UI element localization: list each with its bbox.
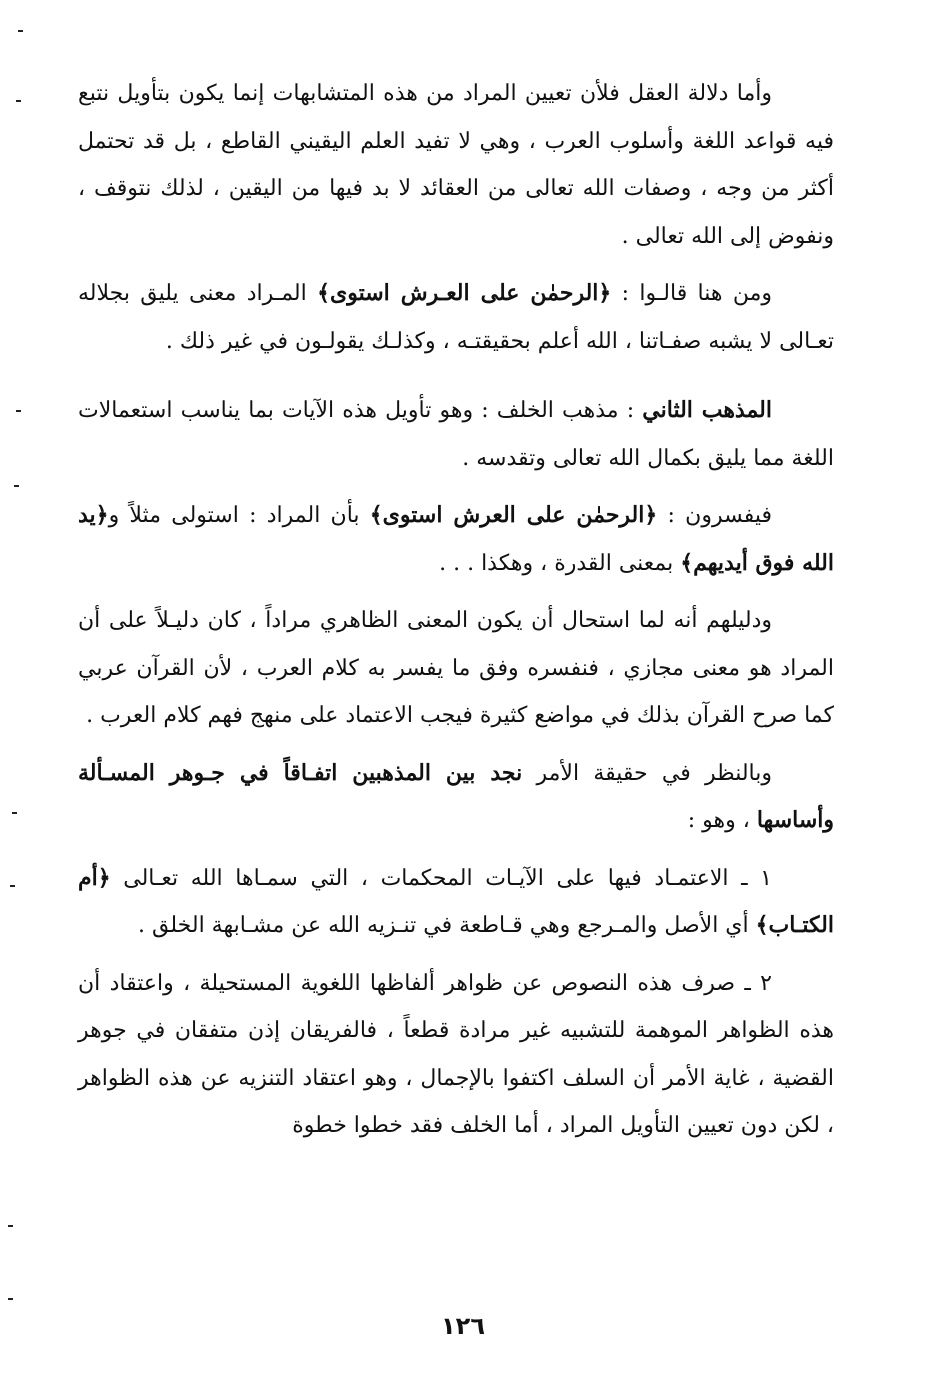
paragraph-text: بمعنى القدرة ، وهكذا . . . xyxy=(439,550,681,576)
paragraph-text: بأن المراد : استولى مثلاً و xyxy=(108,503,370,528)
list-item-1 xyxy=(78,855,834,950)
paragraph-khalaf-evidence xyxy=(78,597,834,740)
paragraph-khalaf-interpretation xyxy=(78,492,834,587)
paragraph-text: وأما دلالة العقل فلأن تعيين المراد من هذه المتشابهات إنما يكون بتأويل نتبع فيه قواعد اللغة وأسلوب العرب ، وهي لا تفيد العلم اليقيني القاطع ، بل قد تحتمل أكثر من وجه ، وصفات الله تعالى من العقائد لا بد فيها من اليقين ، لذلك نتوقف ، ونفوض إلى الله تعالى . xyxy=(78,81,834,249)
page-body xyxy=(78,70,834,1150)
scan-mark xyxy=(10,885,15,887)
paragraph-text: : مذهب الخلف : وهو تأويل هذه الآيات بما يناسب استعمالات اللغة مما يليق بكمال الله تعالى وتقدسه . xyxy=(78,398,834,471)
list-item-2 xyxy=(78,960,834,1150)
paragraph-text: فيفسرون : xyxy=(657,503,772,528)
paragraph-text: أي الأصل والمـرجع وهي قـاطعة في تنـزيه الله عن مشـابهة الخلق . xyxy=(138,913,756,938)
scan-mark xyxy=(16,100,21,102)
quran-quote: ﴿أم الكتـاب﴾ xyxy=(78,864,834,938)
paragraph-second-school xyxy=(78,387,834,482)
scan-mark xyxy=(14,485,19,487)
paragraph-salaf-example xyxy=(78,270,834,365)
quran-quote: ﴿الرحمٰن على العرش استوى﴾ xyxy=(369,502,658,528)
paragraph-text: ١ ـ الاعتمـاد فيها على الآيـات المحكمات ، التي سمـاها الله تعـالى xyxy=(110,865,772,891)
scan-mark xyxy=(8,1298,13,1300)
scan-mark xyxy=(8,1225,13,1227)
scan-mark xyxy=(12,812,17,814)
scan-mark xyxy=(18,30,23,32)
emphasized-text: نجد بين المذهبين اتفـاقاً في جـوهر المسـألة وأساسها xyxy=(78,759,834,833)
paragraph-text: المـراد معنى يليق بجلاله تعـالى لا يشبه صفـاتنا ، الله أعلم بحقيقتـه ، وكذلـك يقولـون في غير ذلك . xyxy=(78,281,834,354)
scan-mark xyxy=(16,410,21,412)
paragraph-text: ٢ ـ صرف هذه النصوص عن ظواهر ألفاظها اللغوية المستحيلة ، واعتقاد أن هذه الظواهر الموهمة للتشبيه غير مرادة قطعاً ، فالفريقان إذن متفقان في جوهر القضية ، غاية الأمر أن السلف اكتفوا بالإجمال ، وهو اعتقاد التنزيه عن هذه الظواهر ، لكن دون تعيين التأويل المراد ، أما الخلف فقد خطوا خطوة xyxy=(78,970,834,1138)
paragraph-text: ومن هنا قالـوا : xyxy=(611,281,772,306)
page-number: ١٢٦ xyxy=(441,1312,485,1340)
quran-quote: ﴿الرحمٰن على العـرش استوى﴾ xyxy=(317,280,612,306)
paragraph-text: وبالنظر في حقيقة الأمر xyxy=(522,760,772,786)
paragraph-text: ودليلهم أنه لما استحال أن يكون المعنى الظاهري مراداً ، كان دليـلاً على أن المراد هو معنى مجازي ، فنفسره وفق ما يفسر به كلام العرب ، لأن القرآن عربي كما صرح القرآن بذلك في مواضع كثيرة فيجب الاعتماد على منهج فهم كلام العرب . xyxy=(78,608,834,728)
paragraph-text: ، وهو : xyxy=(687,808,757,833)
paragraph-agreement xyxy=(78,750,834,845)
quran-quote: ﴿يد الله فوق أيديهم﴾ xyxy=(78,502,834,576)
paragraph-reason-argument xyxy=(78,70,834,260)
section-heading: المذهب الثاني xyxy=(642,397,772,423)
